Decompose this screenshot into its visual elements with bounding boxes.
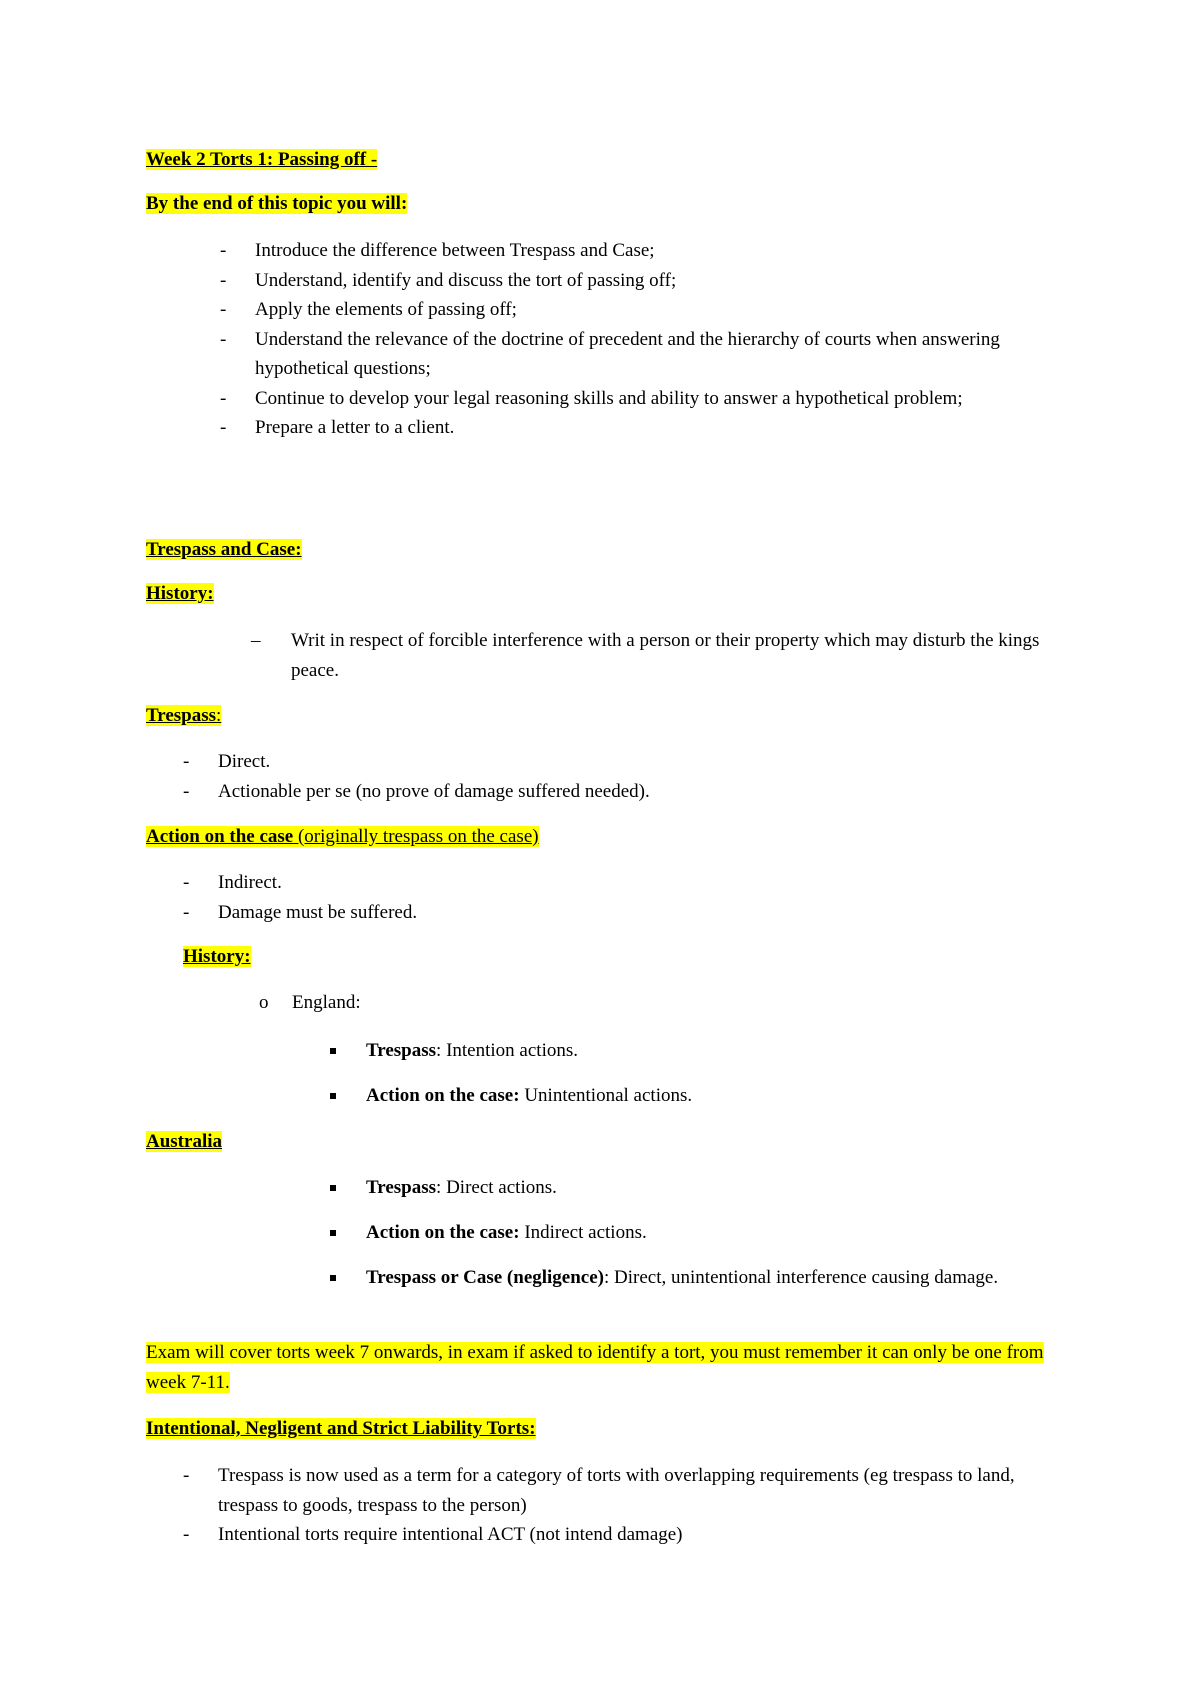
list-item: - Continue to develop your legal reasoning skills and ability to answer a hypothetical problem; xyxy=(220,384,1065,414)
list-item: - Actionable per se (no prove of damage suffered needed). xyxy=(183,777,1028,807)
list-item: - Damage must be suffered. xyxy=(183,898,1028,928)
list-item: – Writ in respect of forcible interference with a person or their property which may disturb the kings peace. xyxy=(251,626,1071,685)
trespass-case-heading: Trespass and Case: xyxy=(146,539,302,560)
objectives-list xyxy=(220,236,1065,443)
list-item: Trespass or Case (negligence): Direct, unintentional interference causing damage. xyxy=(328,1263,1086,1292)
action-list xyxy=(183,868,1028,927)
list-item: o England: xyxy=(259,988,1102,1018)
history-list xyxy=(251,626,1071,685)
list-item: - Introduce the difference between Trespass and Case; xyxy=(220,236,1065,266)
action-on-case-heading: Action on the case (originally trespass on the case) xyxy=(146,826,539,847)
list-item: - Trespass is now used as a term for a category of torts with overlapping requirements (eg trespass to land, trespass to goods, trespass to the person) xyxy=(183,1461,1078,1520)
list-item: - Prepare a letter to a client. xyxy=(220,413,1065,443)
objectives-heading: By the end of this topic you will: xyxy=(146,193,408,214)
list-item: Action on the case: Indirect actions. xyxy=(328,1218,1086,1247)
liability-list xyxy=(183,1461,1078,1550)
list-item: - Understand the relevance of the doctrine of precedent and the hierarchy of courts when answering hypothetical questions; xyxy=(220,325,1065,384)
australia-list xyxy=(328,1173,1086,1308)
list-item: - Intentional torts require intentional ACT (not intend damage) xyxy=(183,1520,1078,1550)
exam-note: Exam will cover torts week 7 onwards, in exam if asked to identify a tort, you must remember it can only be one from week 7-11. xyxy=(146,1342,1044,1393)
list-item: Trespass: Direct actions. xyxy=(328,1173,1086,1202)
england-sublist xyxy=(328,1036,1176,1126)
list-item: - Understand, identify and discuss the tort of passing off; xyxy=(220,266,1065,296)
trespass-heading: Trespass: xyxy=(146,705,222,726)
list-item: Trespass: Intention actions. xyxy=(328,1036,1176,1065)
history-heading: History: xyxy=(146,583,214,604)
liability-heading: Intentional, Negligent and Strict Liability Torts: xyxy=(146,1418,536,1439)
england-list xyxy=(259,988,1102,1018)
history-sub-heading: History: xyxy=(183,946,251,967)
australia-heading: Australia xyxy=(146,1131,222,1152)
list-item: - Indirect. xyxy=(183,868,1028,898)
list-item: Action on the case: Unintentional actions. xyxy=(328,1081,1176,1110)
list-item: - Direct. xyxy=(183,747,1028,777)
list-item: - Apply the elements of passing off; xyxy=(220,295,1065,325)
document-title: Week 2 Torts 1: Passing off - xyxy=(146,149,378,170)
trespass-list xyxy=(183,747,1028,806)
